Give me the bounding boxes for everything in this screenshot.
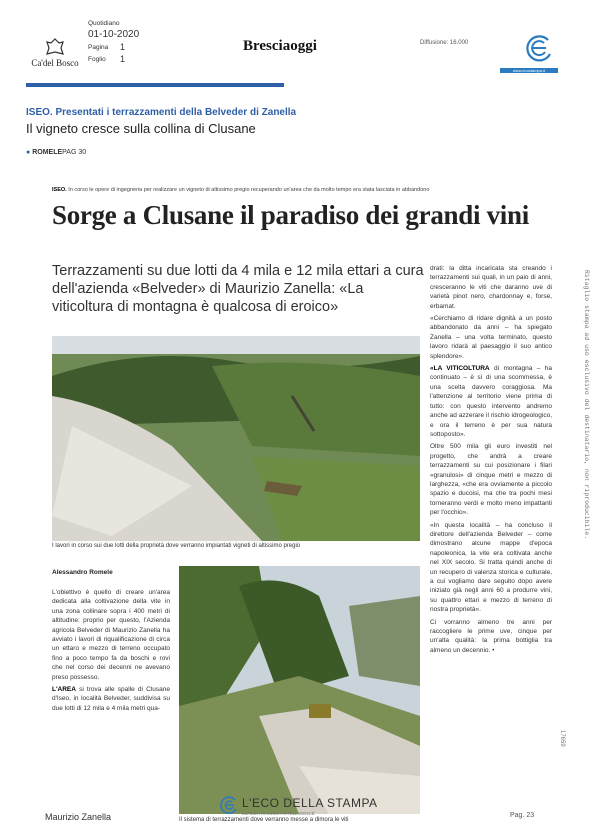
vineyard-photo-2 [179,566,420,814]
side-code: 17659 [559,730,565,747]
paragraph: «In questa località – ha concluso il direttore dell'azienda Belveder – come dimostrano alcune mappe d'epoca napoleonica, la vite era coltivata anche nel XIX secolo. Si tratta quindi anche di un recupero di valenza storica e culturale, a cui vogliamo dare seguito dopo avere iniziato già negli anni 60 a produrre vini, su quattro ettari e mezzo di terreno di nostra proprietà». [430,521,552,614]
crest-icon [45,38,65,56]
ref-page: PAG 30 [62,149,87,156]
accent-bar [26,83,284,87]
article-column-1 [52,588,170,716]
meta-label-type: Quotidiano [88,20,120,27]
teaser-kicker: ISEO. Presentati i terrazzamenti della Belveder di Zanella [26,107,297,118]
vineyard-photo-1 [52,336,420,541]
paragraph: Oltre 500 mila gli euro investiti nel progetto, che andrà a creare terrazzamenti su cui posizionare i filari «granulosi» di cinque metri e mezzo di larghezza, «che era ovviamente a piccolo spazio e ducoisi, ma che tra pochi mesi torneranno verdi e molto meno impattanti per l'occhio». [430,443,552,517]
diffusion-text: Diffusione: 16.000 [420,40,469,46]
article-subhead: Terrazzamenti su due lotti da 4 mila e 12 mila ettari a cura dell'azienda «Belveder» di Maurizio Zanella: «La viticoltura di montagna è qualcosa di eroico» [52,263,424,315]
eco-strip-text: www.ecostampa.it [512,68,546,73]
paragraph: L'obiettivo è quello di creare un'area dedicata alla coltivazione della vite in una zona collinare sopra i 400 metri di altitudine: proprio per questo, l'Azienda agricola Belveder di Maurizio Zanella ha avviato i lavori di riqualificazione di circa un ettaro e mezzo di terreno occupato fino a poco tempo fa da boschi e rovi che nel corso dei decenni ne avevano preso possesso. [52,589,170,681]
paragraph-text: si trova alle spalle di Clusane d'Iseo, in località Belveder, suddivisa su due lotti di 12 mila e 4 mila metri qua- [52,686,170,712]
company-logo [30,38,80,68]
meta-label-page: Pagina [88,44,109,51]
eco-strip [500,68,558,73]
strip-label: ISEO. [52,187,67,193]
paragraph-text: di montagna – ha continuato – è sì di una scommessa, è una scelta davvero coraggiosa. Ma l'attenzione al territorio viene prima di tutto: con questo intervento andremo anche ad azzerare il rischio idrogeologico, e ora il terreno è per sua natura sottoposto». [430,365,552,438]
footer-logo [218,792,388,822]
article-strip [52,187,542,193]
photo-caption-2: Il sistema di terrazzamenti dove verranno messe a dimora le viti [179,817,349,823]
footer-logo-subtitle: LEADER IN MEDIA INTELLIGENCE [242,811,315,816]
teaser-title: Il vigneto cresce sulla collina di Clusane [26,121,256,136]
footer-name: Maurizio Zanella [45,812,112,822]
paragraph: «Cerchiamo di ridare dignità a un posto abbandonato da anni – ha spiegato Zanella – una volta terminato, questo lavoro ridarà al paesaggio il suo antico splendore». [430,315,552,360]
meta-page: 1 [120,42,126,52]
meta-label-sheet: Foglio [88,56,106,63]
eco-stampa-footer-icon [218,794,240,816]
paragraph [430,364,552,439]
eco-stampa-icon [520,30,556,66]
footer-logo-text: L'ECO DELLA STAMPA [242,796,378,810]
photo-caption-1: I lavori in corso sui due lotti della proprietà dove verranno impiantati vigneti di altissimo pregio [52,543,301,549]
footer-page: Pag. 23 [510,812,535,819]
meta-sheet: 1 [120,54,126,64]
logo-text: Ca'del Bosco [31,58,79,68]
publication-title: Bresciaoggi [243,38,317,54]
article-column-3 [430,264,552,658]
lead-word: «LA VITICOLTURA [430,365,490,373]
bullet-icon: ● [26,149,31,156]
paragraph: Ci vorranno almeno tre anni per raccogliere le prime uve, cinque per un'alta qualità: la prima bottiglia tra almeno un decennio. • [430,618,552,654]
paragraph: drati: la ditta incaricata sta creando i terrazzamenti sui quali, in un paio di anni, cresceranno le viti che daranno uve di varietà pinot nero, chardonnay e, forse, erbamat. [430,265,552,310]
paragraph [52,685,170,713]
strip-text: In corso le opere di ingegneria per realizzare un vigneto di altissimo pregio recuperando un'area che da molto tempo era stata lasciata in abbandono [68,187,430,193]
meta-date: 01-10-2020 [88,29,140,40]
meta-labels [88,19,119,29]
byline: Alessandro Romele [52,569,113,576]
side-notice [580,270,592,630]
article-headline: Sorge a Clusane il paradiso dei grandi vini [52,200,529,230]
lead-word: L'AREA [52,686,76,694]
side-notice-text: Ritaglio stampa ad uso esclusivo del destinatario, non riproducibile. [583,270,590,540]
teaser-reference [26,149,86,156]
ref-author: ROMELE [32,149,63,156]
